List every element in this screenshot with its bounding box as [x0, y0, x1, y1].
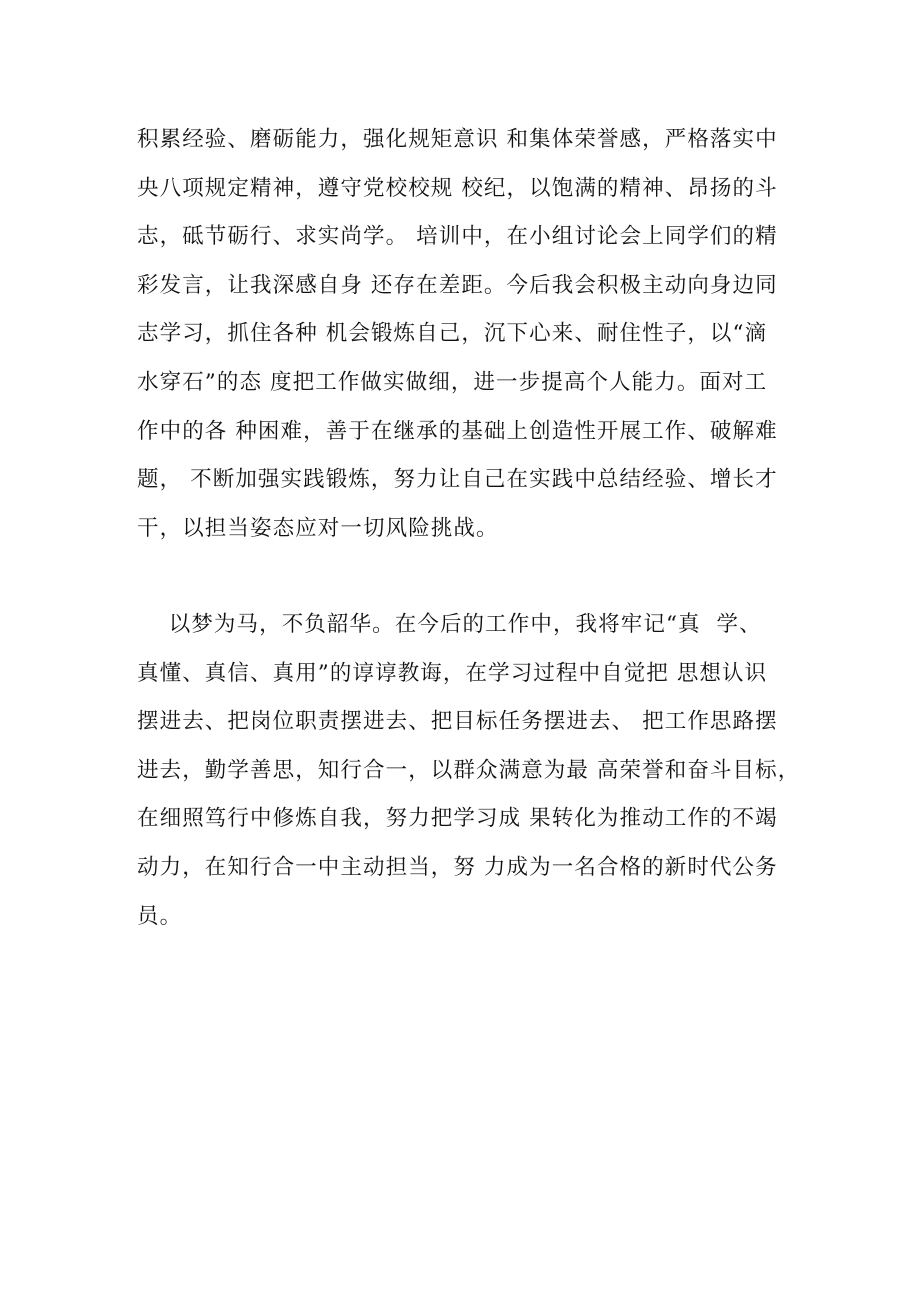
text-line: 志，砥节砺行、求实尚学。 培训中，在小组讨论会上同学们的精	[137, 224, 778, 250]
text-line: 摆进去、把岗位职责摆进去、把目标任务摆进去、 把工作思路摆	[137, 709, 778, 735]
paragraph-1	[137, 116, 797, 553]
text-line: 水穿石”的态 度把工作做实做细，进一步提高个人能力。面对工	[137, 369, 768, 395]
paragraph-2	[137, 601, 801, 941]
text-line: 以梦为马，不负韶华。在今后的工作中，我将牢记“真 学、	[137, 612, 762, 637]
text-line: 题， 不断加强实践锻炼，努力让自己在实践中总结经验、增长才	[137, 467, 778, 493]
text-line: 央八项规定精神，遵守党校校规 校纪，以饱满的精神、昂扬的斗	[137, 175, 778, 201]
text-line: 动力，在知行合一中主动担当，努 力成为一名合格的新时代公务	[137, 854, 778, 880]
text-line: 干，以担当姿态应对一切风险挑战。	[137, 515, 499, 541]
text-line: 志学习，抓住各种 机会锻炼自己，沉下心来、耐住性子，以“滴	[137, 321, 768, 347]
text-line: 在细照笃行中修炼自我，努力把学习成 果转化为推动工作的不竭	[137, 806, 778, 832]
text-line: 真懂、真信、真用”的谆谆教诲，在学习过程中自觉把 思想认识	[137, 660, 768, 686]
text-line: 进去，勤学善思，知行合一，以群众满意为最 高荣誉和奋斗目标，	[137, 757, 801, 783]
text-line: 作中的各 种困难，善于在继承的基础上创造性开展工作、破解难	[137, 418, 778, 444]
text-line: 彩发言，让我深感自身 还存在差距。今后我会积极主动向身边同	[137, 272, 778, 298]
text-line: 员。	[137, 903, 183, 929]
text-line: 积累经验、磨砺能力，强化规矩意识 和集体荣誉感，严格落实中	[137, 127, 778, 152]
